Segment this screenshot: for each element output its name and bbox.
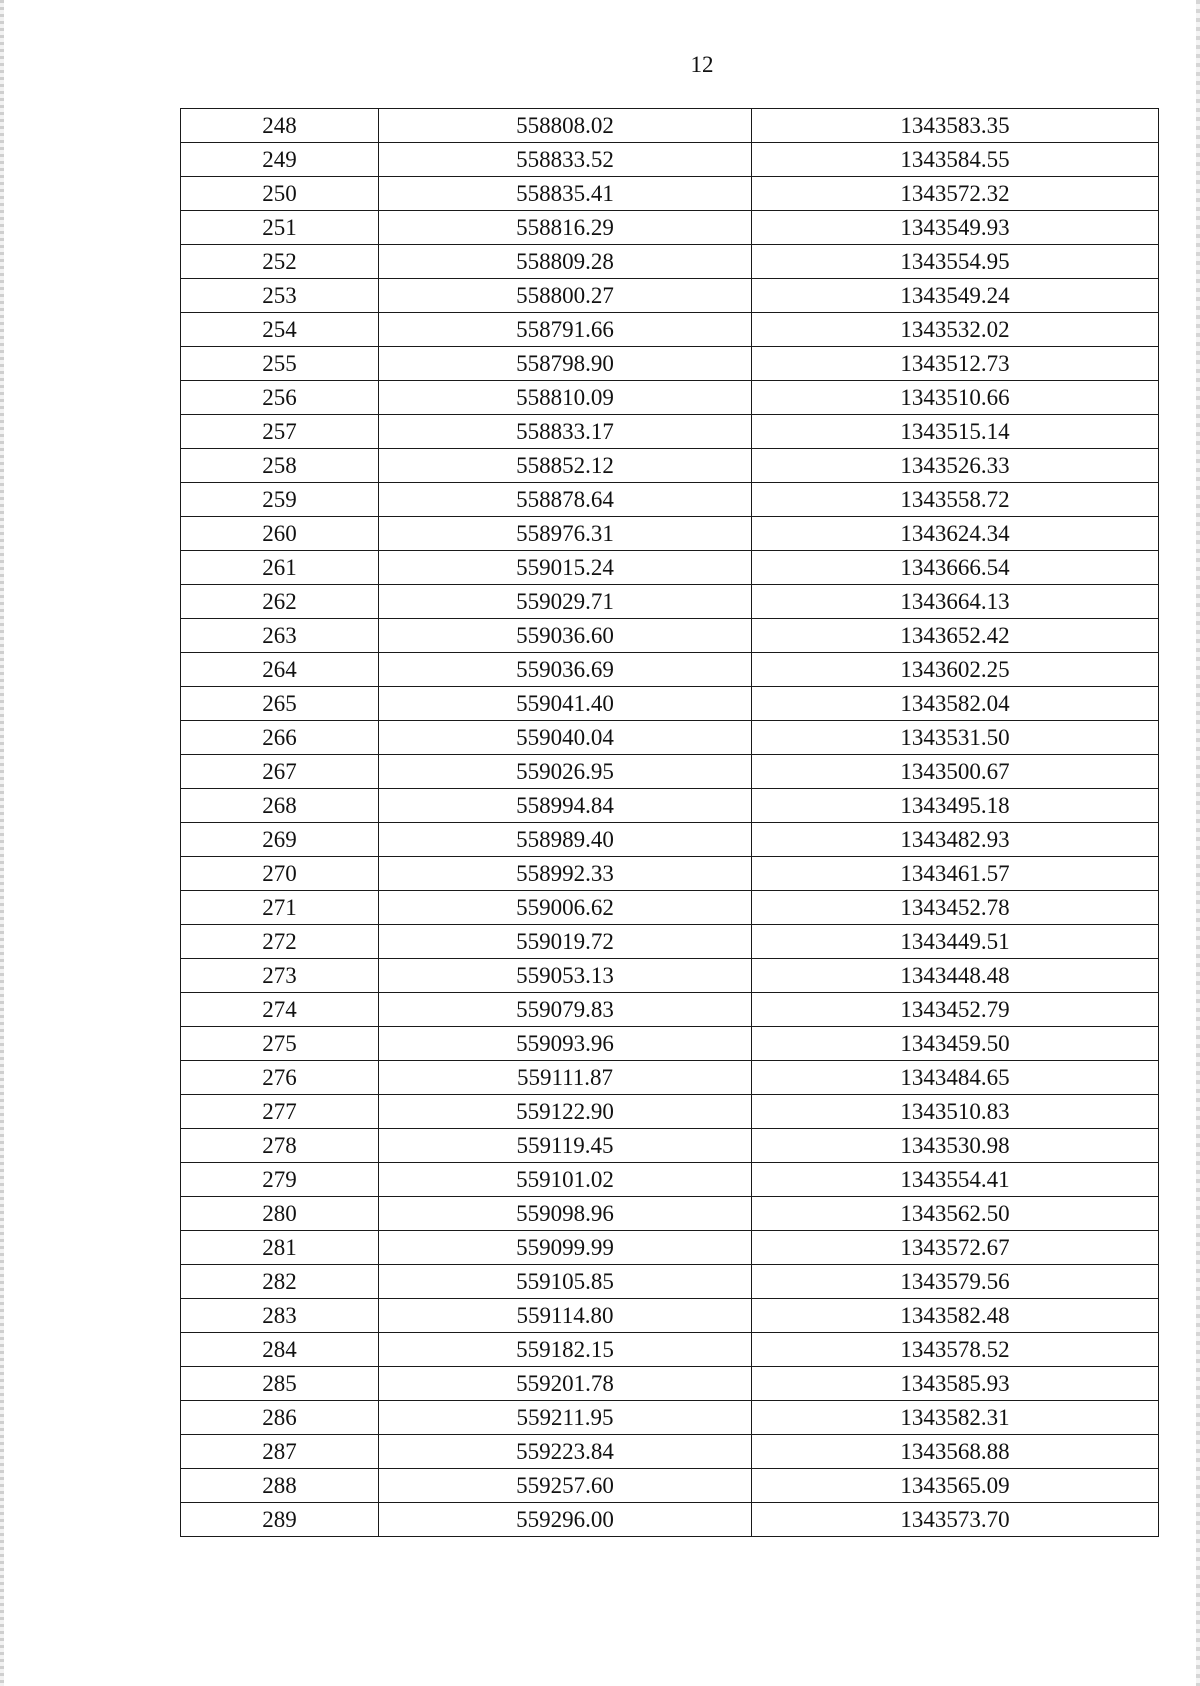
y-coordinate-cell: 1343515.14 — [752, 415, 1159, 449]
x-coordinate-cell: 559122.90 — [379, 1095, 752, 1129]
x-coordinate-cell: 558808.02 — [379, 109, 752, 143]
x-coordinate-cell: 559296.00 — [379, 1503, 752, 1537]
x-coordinate-cell: 558976.31 — [379, 517, 752, 551]
y-coordinate-cell: 1343500.67 — [752, 755, 1159, 789]
x-coordinate-cell: 559257.60 — [379, 1469, 752, 1503]
point-number-cell: 260 — [181, 517, 379, 551]
table-row — [181, 687, 1159, 721]
point-number-cell: 249 — [181, 143, 379, 177]
x-coordinate-cell: 559040.04 — [379, 721, 752, 755]
table-row — [181, 993, 1159, 1027]
table-row — [181, 653, 1159, 687]
point-number-cell: 269 — [181, 823, 379, 857]
y-coordinate-cell: 1343562.50 — [752, 1197, 1159, 1231]
page-number-text: 12 — [690, 52, 714, 77]
point-number-cell: 281 — [181, 1231, 379, 1265]
coordinate-table-body — [181, 109, 1159, 1537]
table-row — [181, 279, 1159, 313]
y-coordinate-cell: 1343573.70 — [752, 1503, 1159, 1537]
table-row — [181, 177, 1159, 211]
point-number-cell: 289 — [181, 1503, 379, 1537]
point-number-cell: 257 — [181, 415, 379, 449]
x-coordinate-cell: 559182.15 — [379, 1333, 752, 1367]
x-coordinate-cell: 559223.84 — [379, 1435, 752, 1469]
point-number-cell: 268 — [181, 789, 379, 823]
y-coordinate-cell: 1343583.35 — [752, 109, 1159, 143]
table-row — [181, 1231, 1159, 1265]
x-coordinate-cell: 559114.80 — [379, 1299, 752, 1333]
y-coordinate-cell: 1343532.02 — [752, 313, 1159, 347]
x-coordinate-cell: 558798.90 — [379, 347, 752, 381]
table-row — [181, 245, 1159, 279]
table-row — [181, 449, 1159, 483]
table-row — [181, 823, 1159, 857]
point-number-cell: 278 — [181, 1129, 379, 1163]
x-coordinate-cell: 559105.85 — [379, 1265, 752, 1299]
point-number-cell: 250 — [181, 177, 379, 211]
table-row — [181, 891, 1159, 925]
x-coordinate-cell: 558852.12 — [379, 449, 752, 483]
y-coordinate-cell: 1343554.95 — [752, 245, 1159, 279]
x-coordinate-cell: 558992.33 — [379, 857, 752, 891]
table-row — [181, 1129, 1159, 1163]
table-row — [181, 1027, 1159, 1061]
point-number-cell: 261 — [181, 551, 379, 585]
y-coordinate-cell: 1343582.48 — [752, 1299, 1159, 1333]
point-number-cell: 266 — [181, 721, 379, 755]
point-number-cell: 288 — [181, 1469, 379, 1503]
x-coordinate-cell: 559119.45 — [379, 1129, 752, 1163]
point-number-cell: 251 — [181, 211, 379, 245]
point-number-cell: 287 — [181, 1435, 379, 1469]
table-row — [181, 347, 1159, 381]
table-row — [181, 1265, 1159, 1299]
table-row — [181, 619, 1159, 653]
scan-right-edge — [1196, 0, 1200, 1686]
y-coordinate-cell: 1343452.79 — [752, 993, 1159, 1027]
x-coordinate-cell: 558833.52 — [379, 143, 752, 177]
table-row — [181, 1299, 1159, 1333]
table-row — [181, 1333, 1159, 1367]
y-coordinate-cell: 1343452.78 — [752, 891, 1159, 925]
x-coordinate-cell: 558791.66 — [379, 313, 752, 347]
point-number-cell: 252 — [181, 245, 379, 279]
x-coordinate-cell: 559201.78 — [379, 1367, 752, 1401]
x-coordinate-cell: 559015.24 — [379, 551, 752, 585]
x-coordinate-cell: 558989.40 — [379, 823, 752, 857]
table-row — [181, 585, 1159, 619]
point-number-cell: 272 — [181, 925, 379, 959]
y-coordinate-cell: 1343582.31 — [752, 1401, 1159, 1435]
table-row — [181, 755, 1159, 789]
point-number-cell: 271 — [181, 891, 379, 925]
table-row — [181, 925, 1159, 959]
y-coordinate-cell: 1343554.41 — [752, 1163, 1159, 1197]
table-row — [181, 1367, 1159, 1401]
x-coordinate-cell: 559211.95 — [379, 1401, 752, 1435]
x-coordinate-cell: 559006.62 — [379, 891, 752, 925]
x-coordinate-cell: 559036.60 — [379, 619, 752, 653]
x-coordinate-cell: 559036.69 — [379, 653, 752, 687]
y-coordinate-cell: 1343666.54 — [752, 551, 1159, 585]
point-number-cell: 277 — [181, 1095, 379, 1129]
x-coordinate-cell: 559019.72 — [379, 925, 752, 959]
y-coordinate-cell: 1343664.13 — [752, 585, 1159, 619]
table-row — [181, 721, 1159, 755]
x-coordinate-cell: 559053.13 — [379, 959, 752, 993]
y-coordinate-cell: 1343512.73 — [752, 347, 1159, 381]
point-number-cell: 280 — [181, 1197, 379, 1231]
y-coordinate-cell: 1343585.93 — [752, 1367, 1159, 1401]
y-coordinate-cell: 1343549.93 — [752, 211, 1159, 245]
point-number-cell: 273 — [181, 959, 379, 993]
x-coordinate-cell: 558994.84 — [379, 789, 752, 823]
point-number-cell: 264 — [181, 653, 379, 687]
y-coordinate-cell: 1343549.24 — [752, 279, 1159, 313]
point-number-cell: 263 — [181, 619, 379, 653]
coordinate-table — [180, 108, 1159, 1537]
x-coordinate-cell: 559101.02 — [379, 1163, 752, 1197]
x-coordinate-cell: 558833.17 — [379, 415, 752, 449]
table-row — [181, 1469, 1159, 1503]
point-number-cell: 253 — [181, 279, 379, 313]
y-coordinate-cell: 1343568.88 — [752, 1435, 1159, 1469]
y-coordinate-cell: 1343579.56 — [752, 1265, 1159, 1299]
point-number-cell: 248 — [181, 109, 379, 143]
y-coordinate-cell: 1343572.32 — [752, 177, 1159, 211]
y-coordinate-cell: 1343449.51 — [752, 925, 1159, 959]
x-coordinate-cell: 558878.64 — [379, 483, 752, 517]
y-coordinate-cell: 1343448.48 — [752, 959, 1159, 993]
x-coordinate-cell: 558810.09 — [379, 381, 752, 415]
point-number-cell: 254 — [181, 313, 379, 347]
x-coordinate-cell: 559099.99 — [379, 1231, 752, 1265]
x-coordinate-cell: 559098.96 — [379, 1197, 752, 1231]
page-number — [0, 50, 1200, 80]
point-number-cell: 262 — [181, 585, 379, 619]
y-coordinate-cell: 1343459.50 — [752, 1027, 1159, 1061]
table-row — [181, 483, 1159, 517]
table-row — [181, 959, 1159, 993]
x-coordinate-cell: 559026.95 — [379, 755, 752, 789]
y-coordinate-cell: 1343530.98 — [752, 1129, 1159, 1163]
y-coordinate-cell: 1343572.67 — [752, 1231, 1159, 1265]
table-row — [181, 1435, 1159, 1469]
table-row — [181, 313, 1159, 347]
y-coordinate-cell: 1343582.04 — [752, 687, 1159, 721]
point-number-cell: 256 — [181, 381, 379, 415]
table-row — [181, 517, 1159, 551]
table-row — [181, 1503, 1159, 1537]
table-row — [181, 551, 1159, 585]
point-number-cell: 259 — [181, 483, 379, 517]
x-coordinate-cell: 558809.28 — [379, 245, 752, 279]
y-coordinate-cell: 1343652.42 — [752, 619, 1159, 653]
table-row — [181, 1401, 1159, 1435]
point-number-cell: 258 — [181, 449, 379, 483]
point-number-cell: 270 — [181, 857, 379, 891]
y-coordinate-cell: 1343584.55 — [752, 143, 1159, 177]
y-coordinate-cell: 1343624.34 — [752, 517, 1159, 551]
point-number-cell: 265 — [181, 687, 379, 721]
table-row — [181, 1163, 1159, 1197]
table-row — [181, 143, 1159, 177]
x-coordinate-cell: 559041.40 — [379, 687, 752, 721]
y-coordinate-cell: 1343531.50 — [752, 721, 1159, 755]
x-coordinate-cell: 558816.29 — [379, 211, 752, 245]
y-coordinate-cell: 1343565.09 — [752, 1469, 1159, 1503]
point-number-cell: 255 — [181, 347, 379, 381]
point-number-cell: 275 — [181, 1027, 379, 1061]
y-coordinate-cell: 1343510.66 — [752, 381, 1159, 415]
point-number-cell: 285 — [181, 1367, 379, 1401]
x-coordinate-cell: 559029.71 — [379, 585, 752, 619]
table-row — [181, 1095, 1159, 1129]
table-row — [181, 857, 1159, 891]
table-row — [181, 1197, 1159, 1231]
y-coordinate-cell: 1343484.65 — [752, 1061, 1159, 1095]
point-number-cell: 276 — [181, 1061, 379, 1095]
x-coordinate-cell: 558835.41 — [379, 177, 752, 211]
y-coordinate-cell: 1343510.83 — [752, 1095, 1159, 1129]
point-number-cell: 283 — [181, 1299, 379, 1333]
y-coordinate-cell: 1343461.57 — [752, 857, 1159, 891]
y-coordinate-cell: 1343558.72 — [752, 483, 1159, 517]
y-coordinate-cell: 1343526.33 — [752, 449, 1159, 483]
table-row — [181, 211, 1159, 245]
table-row — [181, 789, 1159, 823]
point-number-cell: 279 — [181, 1163, 379, 1197]
point-number-cell: 286 — [181, 1401, 379, 1435]
scan-left-edge — [0, 0, 4, 1686]
y-coordinate-cell: 1343495.18 — [752, 789, 1159, 823]
point-number-cell: 284 — [181, 1333, 379, 1367]
x-coordinate-cell: 558800.27 — [379, 279, 752, 313]
table-row — [181, 109, 1159, 143]
x-coordinate-cell: 559079.83 — [379, 993, 752, 1027]
x-coordinate-cell: 559111.87 — [379, 1061, 752, 1095]
y-coordinate-cell: 1343578.52 — [752, 1333, 1159, 1367]
x-coordinate-cell: 559093.96 — [379, 1027, 752, 1061]
point-number-cell: 274 — [181, 993, 379, 1027]
point-number-cell: 267 — [181, 755, 379, 789]
table-row — [181, 1061, 1159, 1095]
table-row — [181, 415, 1159, 449]
y-coordinate-cell: 1343602.25 — [752, 653, 1159, 687]
table-row — [181, 381, 1159, 415]
point-number-cell: 282 — [181, 1265, 379, 1299]
y-coordinate-cell: 1343482.93 — [752, 823, 1159, 857]
